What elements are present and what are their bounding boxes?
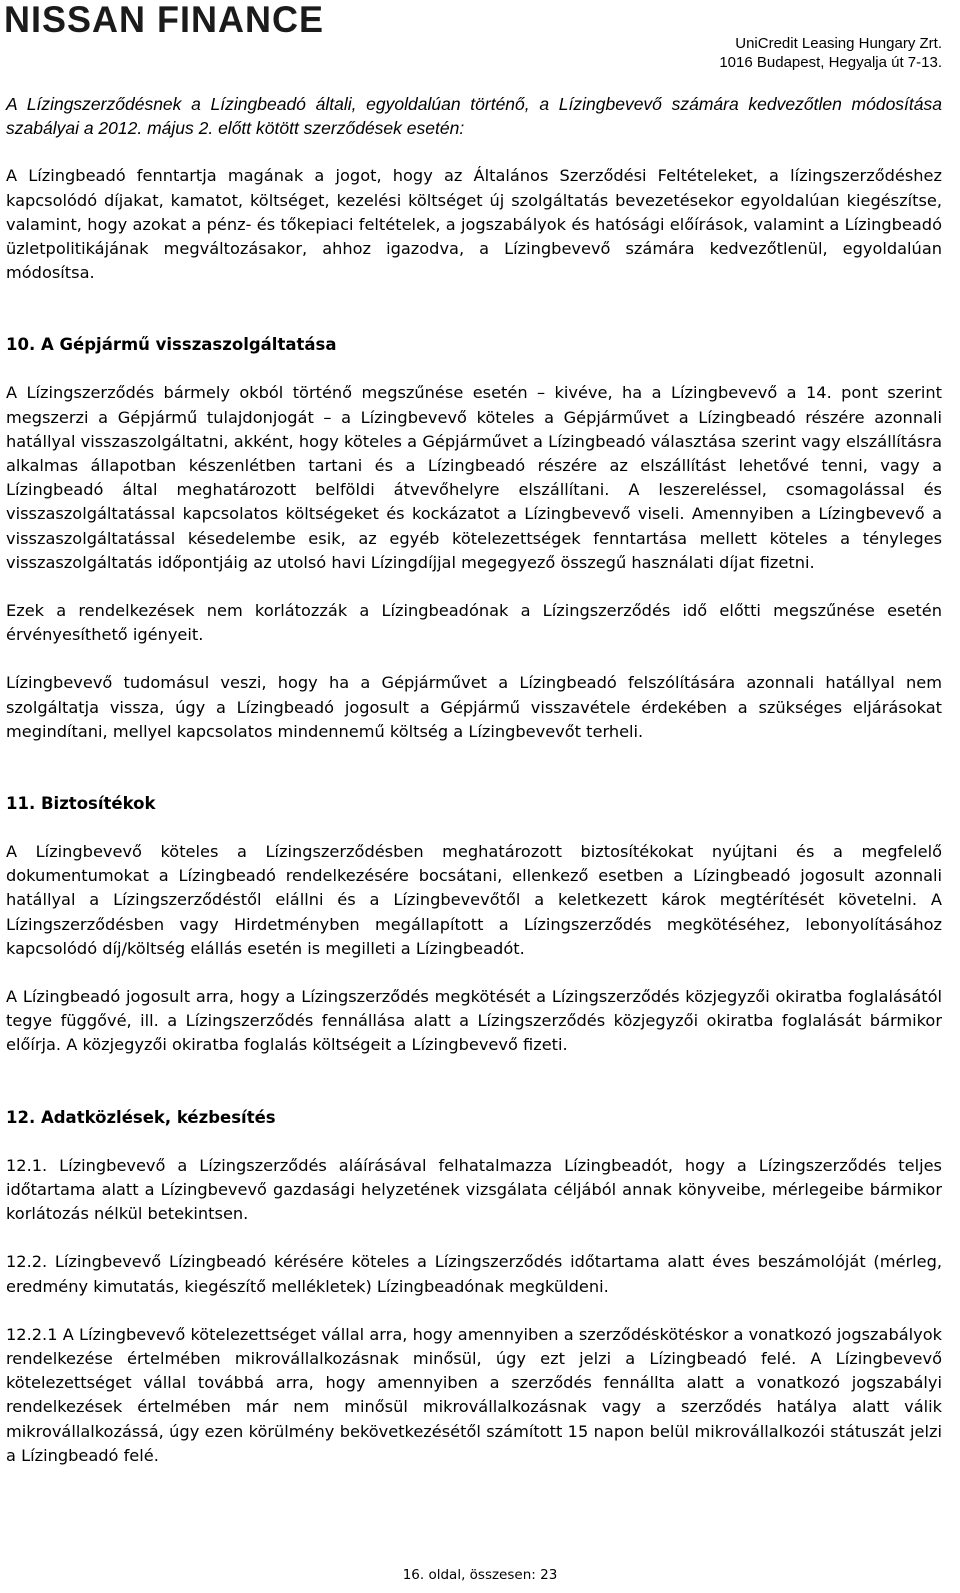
company-address: 1016 Budapest, Hegyalja út 7-13. — [719, 54, 942, 71]
section-12-title: 12. Adatközlések, kézbesítés — [6, 1107, 276, 1127]
section-10-paragraph-2: Ezek a rendelkezések nem korlátozzák a Lízingbeadónak a Lízingszerződés idő előtti megszűnése esetén érvényesíthető igényeit. — [6, 601, 942, 645]
intro-italic: A Lízingszerződésnek a Lízingbeadó általi, egyoldalúan történő, a Lízingbevevő számára kedvezőtlen módosítása szabályai a 2012. május 2. előtt kötött szerződések esetén: — [6, 94, 942, 139]
company-name: UniCredit Leasing Hungary Zrt. — [735, 35, 942, 52]
section-11-paragraph-1: A Lízingbevevő köteles a Lízingszerződésben meghatározott biztosítékokat nyújtani és a megfelelő dokumentumokat a Lízingbeadó rendelkezésére bocsátani, ellenkező esetben a Lízingbeadó jogosult azonnali hatállyal a Lízingszerződéstől elállni és a Lízingbevevőtől a keletkezett károk megtérítését követelni. A Lízingszerződésben vagy Hirdetményben megállapított a Lízingszerződés megkötéséhez, lebonyolításához kapcsolódó díj/költség elállás esetén is megilleti a Lízingbeadót. — [6, 842, 942, 958]
company-info — [719, 34, 942, 72]
document-body — [6, 92, 942, 1468]
section-11-title: 11. Biztosítékok — [6, 794, 156, 814]
section-11-paragraph-2: A Lízingbeadó jogosult arra, hogy a Lízingszerződés megkötését a Lízingszerződés közjegyzői okiratba foglalásától tegye függővé, ill. a Lízingszerződés fennállása alatt a Lízingszerződés közjegyzői okiratba foglalását bármikor előírja. A közjegyzői okiratba foglalás költségeit a Lízingbevevő fizeti. — [6, 987, 942, 1055]
intro-paragraph: A Lízingbeadó fenntartja magának a jogot, hogy az Általános Szerződési Feltételeket, a lízingszerződéshez kapcsolódó díjakat, kamatot, költséget, kezelési költséget új szolgáltatás bevezetésekor egyoldalúan kiegészítse, valamint, hogy azokat a pénz- és tőkepiaci feltételek, a jogszabályok és hatósági előírások, valamint a Lízingbeadó üzletpolitikájának megváltozásakor, ahhoz igazodva, a Lízingbevevő számára kedvezőtlenül, egyoldalúan módosítsa. — [6, 166, 942, 283]
page-footer: 16. oldal, összesen: 23 — [402, 1567, 558, 1583]
nissan-finance-logo: NISSAN FINANCE — [4, 0, 325, 41]
section-10-title: 10. A Gépjármű visszaszolgáltatása — [6, 335, 337, 355]
section-12-paragraph-3: 12.2.1 A Lízingbevevő kötelezettséget vállal arra, hogy amennyiben a szerződéskötéskor a vonatkozó jogszabályok rendelkezése értelmében mikrovállalkozásnak minősül, úgy ezt jelzi a Lízingbeadó felé. A Lízingbevevő kötelezettséget vállal továbbá arra, hogy amennyiben a szerződés fennállta alatt a vonatkozó jogszabályi rendelkezések értelmében már nem minősül mikrovállalkozásnak vagy a szerződés hatálya alatt válik mikrovállalkozássá, úgy ezen körülmény bekövetkezésétől számított 15 napon belül mikrovállalkozói státuszát jelzi a Lízingbeadó felé. — [6, 1324, 942, 1465]
section-12-paragraph-2: 12.2. Lízingbevevő Lízingbeadó kérésére köteles a Lízingszerződés időtartama alatt éves beszámolóját (mérleg, eredmény kimutatás, kiegészítő mellékletek) Lízingbeadónak megküldeni. — [6, 1252, 942, 1296]
section-10-paragraph-1: A Lízingszerződés bármely okból történő megszűnése esetén – kivéve, ha a Lízingbevevő a 14. pont szerint megszerzi a Gépjármű tulajdonjogát – a Lízingbevevő köteles a Gépjárművet a Lízingbeadó részére azonnali hatállyal visszaszolgáltatni, akként, hogy köteles a Gépjárművet a Lízingbeadó választása szerint vagy elszállításra alkalmas állapotban készenlétben tartani és a Lízingbeadó részére az elszállítást lehetővé tenni, vagy a Lízingbeadó által meghatározott belföldi átvevőhelyre elszállítani. A leszereléssel, csomagolással és visszaszolgáltatással kapcsolatos költségeket és kockázatot a Lízingbevevő viseli. Amennyiben a Lízingbevevő a visszaszolgáltatással késedelembe esik, az egyéb kötelezettségek fenntartása mellett köteles a tényleges visszaszolgáltatás időpontjáig az utolsó havi Lízingdíjjal megegyező összegű használati díjat fizetni. — [6, 383, 942, 572]
section-10-paragraph-3: Lízingbevevő tudomásul veszi, hogy ha a Gépjárművet a Lízingbeadó felszólítására azonnali hatállyal nem szolgáltatja vissza, úgy a Lízingbeadó jogosult a Gépjármű visszavétele érdekében a szükséges eljárásokat megindítani, mellyel kapcsolatos mindennemű költség a Lízingbevevőt terheli. — [6, 673, 942, 741]
section-12-paragraph-1: 12.1. Lízingbevevő a Lízingszerződés aláírásával felhatalmazza Lízingbeadót, hogy a Lízingszerződés teljes időtartama alatt a Lízingbevevő gazdasági helyzetének vizsgálata céljából annak könyveibe, mérlegeibe bármikor korlátozás nélkül betekintsen. — [6, 1155, 942, 1224]
